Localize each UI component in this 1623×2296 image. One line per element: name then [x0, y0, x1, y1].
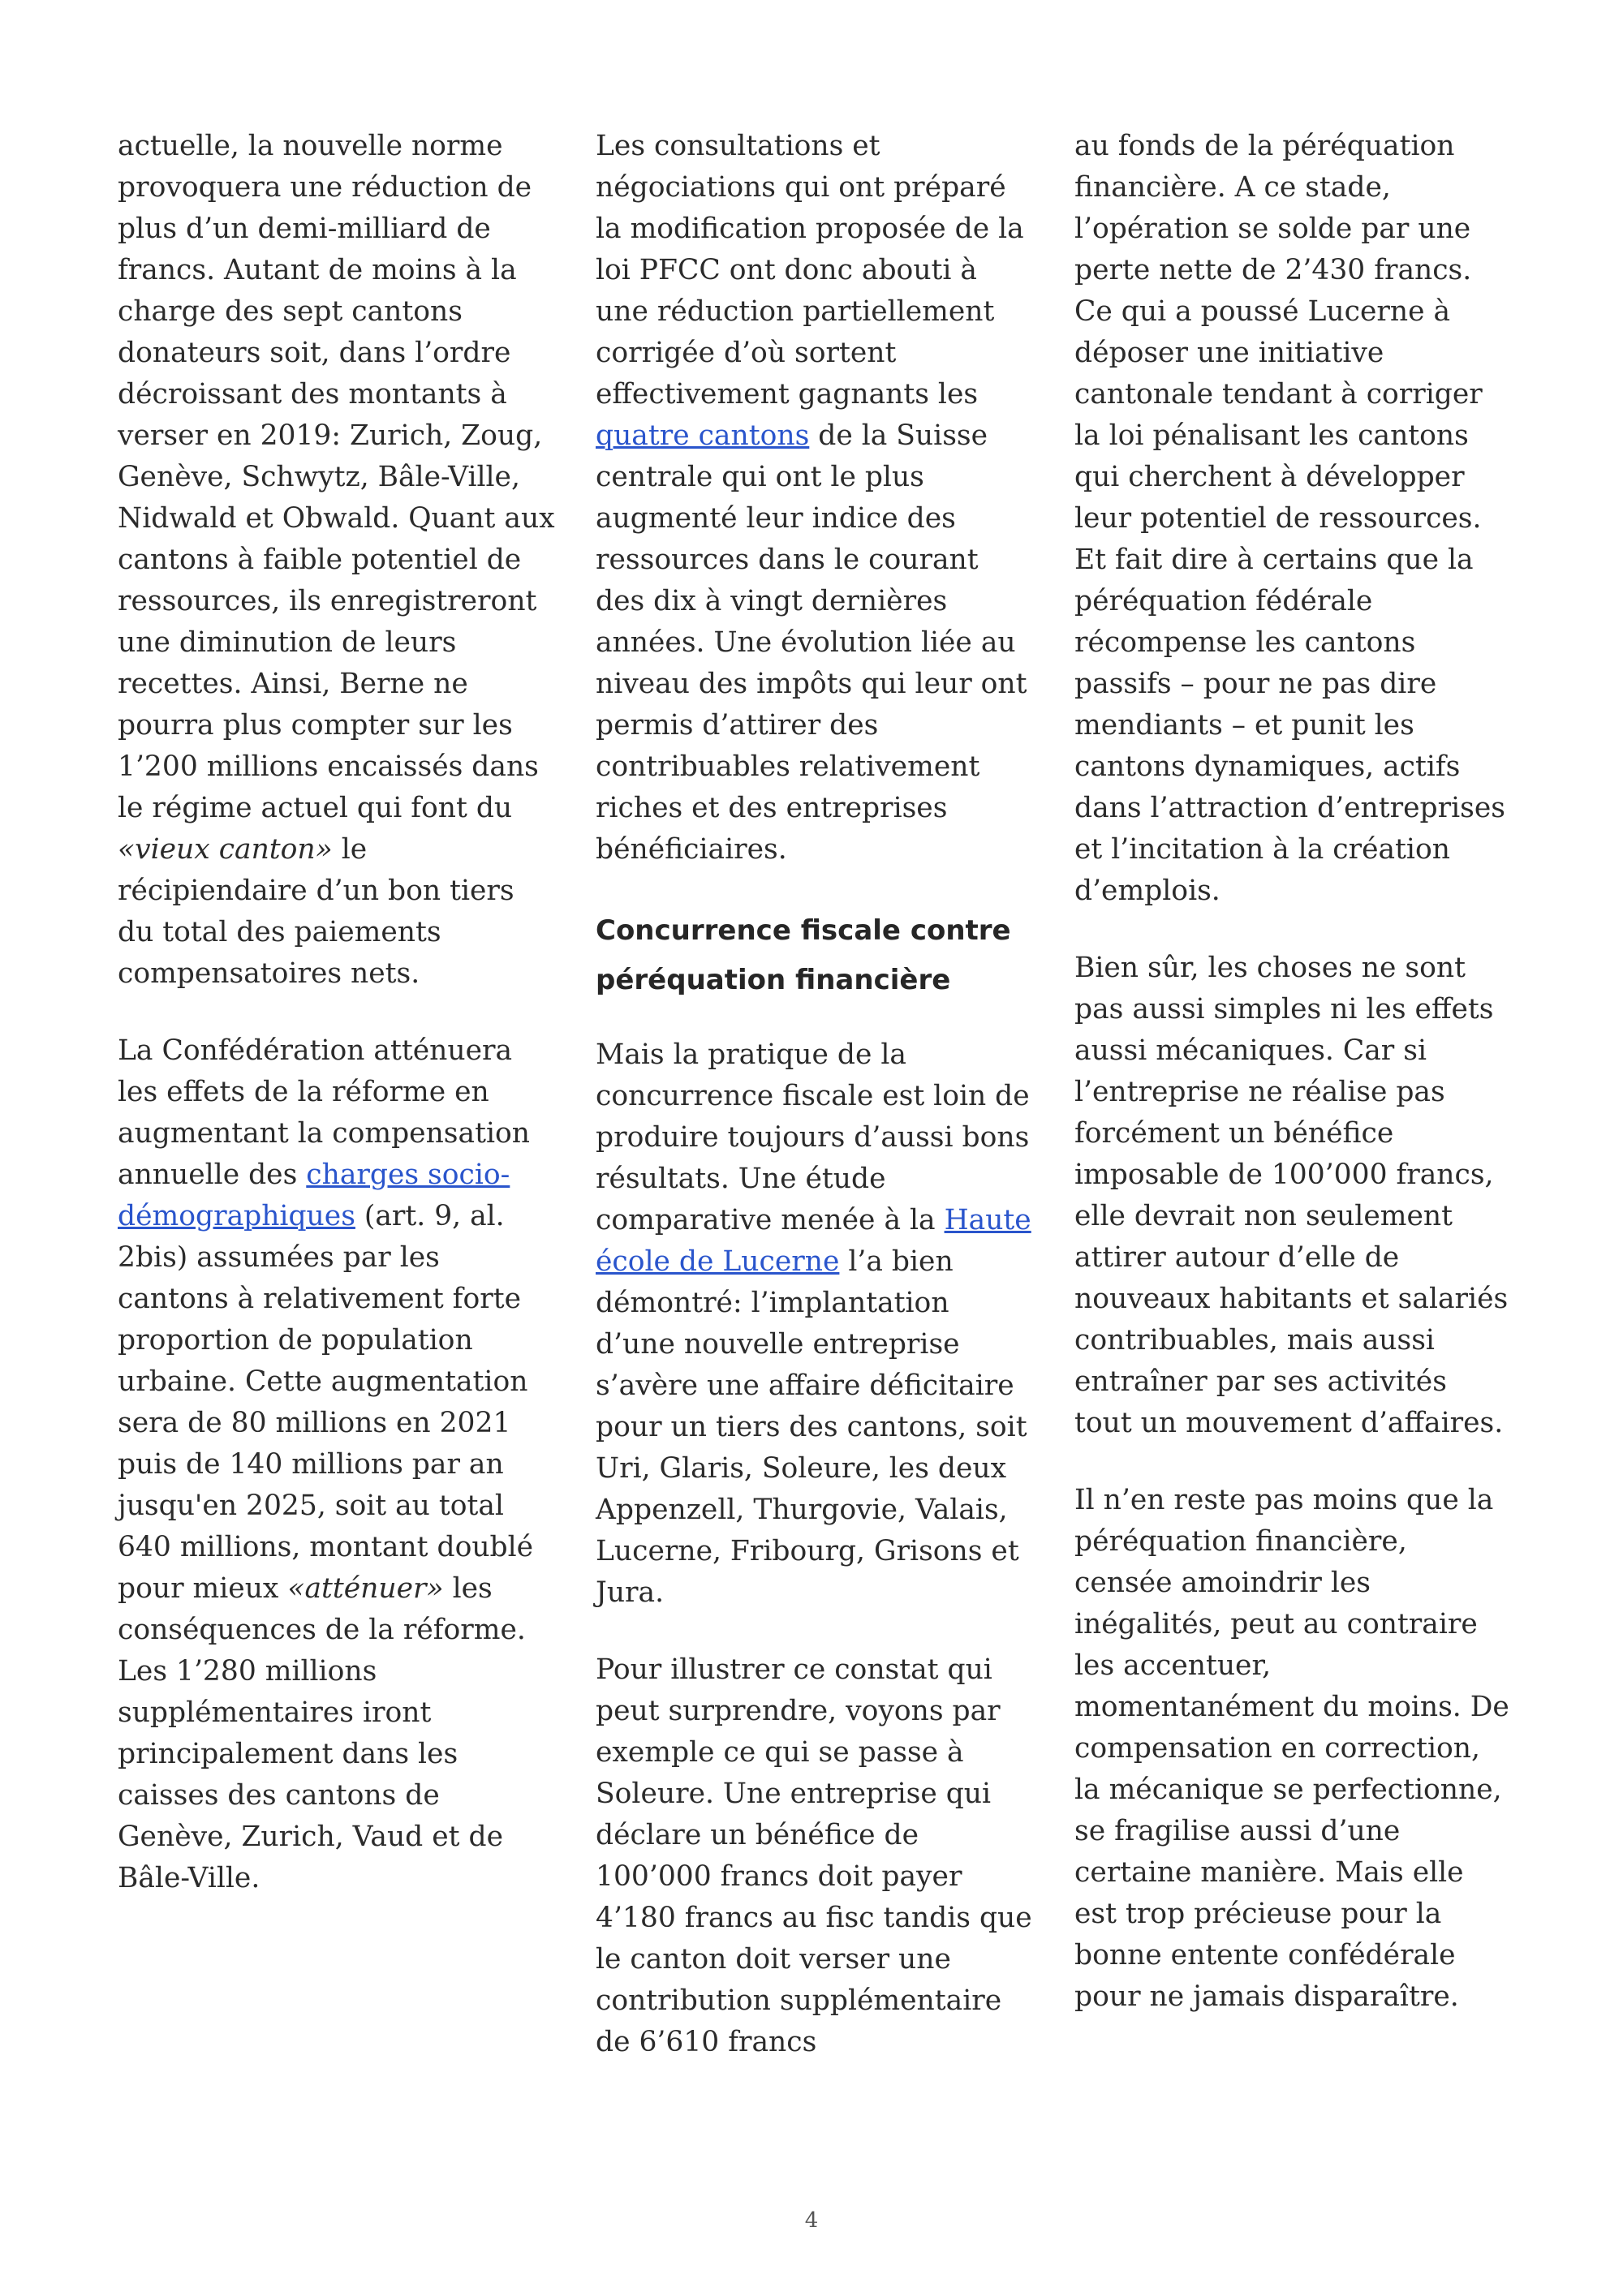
emphasis-text: «atténuer»	[287, 1572, 444, 1605]
link-quatre-cantons[interactable]: quatre cantons	[596, 419, 810, 452]
paragraph-text: les conséquences de la réforme. Les 1’280 millions supplémentaires iront principalement dans les caisses des cantons de Genève, Zurich, Vaud et de Bâle-Ville.	[118, 1572, 526, 1894]
paragraph	[118, 1030, 556, 1899]
paragraph-text: La Confédération atténuera les effets de la réforme en augmentant la compensation annuelle des	[118, 1034, 530, 1191]
paragraph-text: Les consultations et négociations qui ont préparé la modification proposée de la loi PFCC ont donc abouti à une réduction partiellement corrigée d’où sortent effectivement gagnants les	[596, 130, 1024, 411]
paragraph: Pour illustrer ce constat qui peut surprendre, voyons par exemple ce qui se passe à Soleure. Une entreprise qui déclare un bénéfice de 100’000 francs doit payer 4’180 francs au fisc tandis que le canton doit verser une contribution supplémentaire de 6’610 francs	[596, 1653, 1032, 2058]
column-right	[1074, 126, 1513, 2018]
paragraph-text: (art. 9, al. 2bis) assumées par les cantons à relativement forte proportion de population urbaine. Cette augmentation sera de 80 millions en 2021 puis de 140 millions par an jusqu'en 2025, soit au total 640 millions, montant doublé pour mieux	[118, 1200, 534, 1605]
paragraph: Bien sûr, les choses ne sont pas aussi simples ni les effets aussi mécaniques. Car si l’entreprise ne réalise pas forcément un bénéfice imposable de 100’000 francs, elle devrait non seulement attirer autour d’elle de nouveaux habitants et salariés contribuables, mais aussi entraîner par ses activités tout un mouvement d’affaires.	[1074, 952, 1509, 1439]
paragraph-text: actuelle, la nouvelle norme provoquera une réduction de plus d’un demi-milliard de francs. Autant de moins à la charge des sept cantons donateurs soit, dans l’ordre décroissant des montants à verser en 2019: Zurich, Zoug, Genève, Schwytz, Bâle-Ville, Nidwald et Obwald. Quant aux cantons à faible potentiel de ressources, ils enregistreront une diminution de leurs recettes. Ainsi, Berne ne pourra plus compter sur les 1’200 millions encaissés dans le régime actuel qui font du	[118, 130, 555, 824]
paragraph	[596, 126, 1034, 871]
paragraph	[596, 1034, 1034, 1614]
paragraph: Il n’en reste pas moins que la péréquation financière, censée amoindrir les inégalités, peut au contraire les accentuer, momentanément du moins. De compensation en correction, la mécanique se perfectionne, se fragilise aussi d’une certaine manière. Mais elle est trop précieuse pour la bonne entente confédérale pour ne jamais disparaître.	[1074, 1484, 1509, 2013]
paragraph: au fonds de la péréquation financière. A ce stade, l’opération se solde par une perte nette de 2’430 francs. Ce qui a poussé Lucerne à déposer une initiative cantonale tendant à corriger la loi pénalisant les cantons qui cherchent à développer leur potentiel de ressources. Et fait dire à certains que la péréquation fédérale récompense les cantons passifs – pour ne pas dire mendiants – et punit les cantons dynamiques, actifs dans l’attraction d’entreprises et l’incitation à la création d’emplois.	[1074, 130, 1505, 907]
paragraph-text: Mais la pratique de la concurrence fiscale est loin de produire toujours d’aussi bons résultats. Une étude comparative menée à la	[596, 1038, 1030, 1236]
paragraph-text: l’a bien démontré: l’implantation d’une nouvelle entreprise s’avère une affaire déficitaire pour un tiers des cantons, soit Uri, Glaris, Soleure, les deux Appenzell, Thurgovie, Valais, Lucerne, Fribourg, Grisons et Jura.	[596, 1245, 1027, 1609]
emphasis-text: «vieux canton»	[118, 833, 333, 866]
page-number: 4	[804, 2208, 819, 2233]
paragraph-text: de la Suisse centrale qui ont le plus augmenté leur indice des ressources dans le courant des dix à vingt dernières années. Une évolution liée au niveau des impôts qui leur ont permis d’attirer des contribuables relativement riches et des entreprises bénéficiaires.	[596, 419, 1027, 866]
link-charges-socio-demographiques[interactable]: charges socio-démographiques	[118, 1159, 510, 1232]
link-haute-ecole-de-lucerne[interactable]: Haute école de Lucerne	[596, 1204, 1031, 1278]
column-middle	[596, 126, 1034, 2063]
paragraph	[118, 126, 556, 995]
paragraph-text: le récipiendaire d’un bon tiers du total des paiements compensatoires nets.	[118, 833, 514, 990]
column-left	[118, 126, 556, 1899]
section-heading: Concurrence fiscale contre péréquation financière	[596, 914, 1011, 996]
